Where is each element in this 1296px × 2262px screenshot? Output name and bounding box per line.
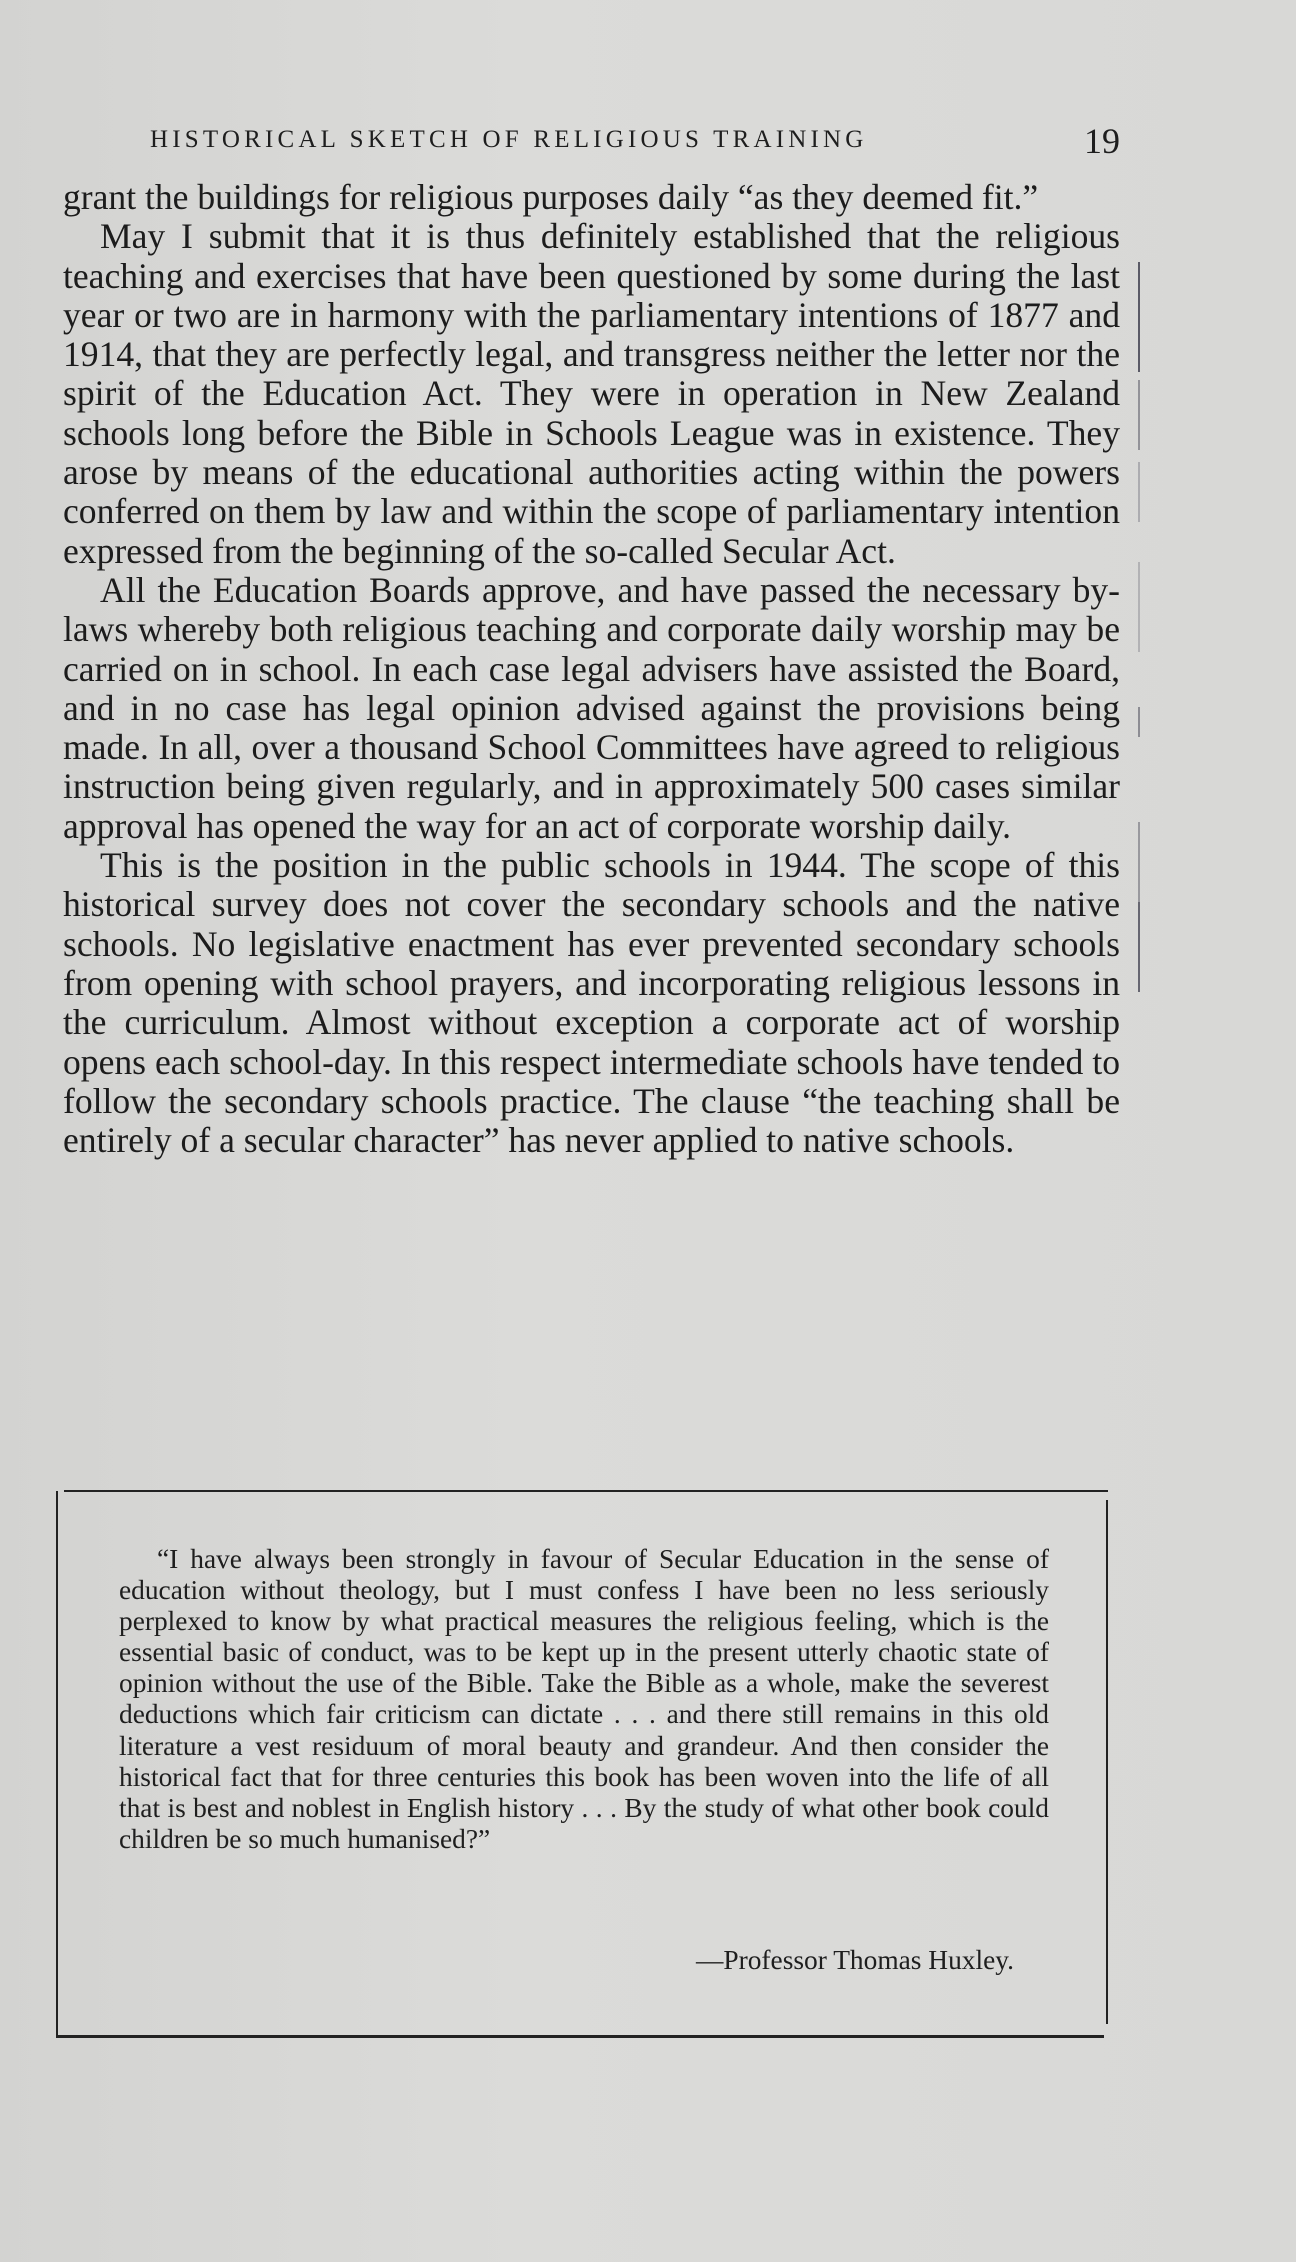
quote-box-left-rule <box>56 1491 58 2037</box>
paragraph-position-1944: This is the position in the public schools in 1944. The scope of this historical survey does not cover the secondary schools and the native schools. No legislative enactment has ever prevented secondary schools from opening with school prayers, and incorporating religious lessons in the curriculum. Almost without exception a corporate act of worship opens each school-day. In this respect intermediate schools have tended to follow the secondary schools practice. The clause “the teaching shall be entirely of a secular character” has never applied to native schools. <box>63 845 1120 1161</box>
quote-box-right-rule <box>1106 1500 1108 2024</box>
paragraph-continuation: grant the buildings for religious purposes daily “as they deemed fit.” <box>63 177 1039 217</box>
quote-attribution: —Professor Thomas Huxley. <box>695 1945 1014 1975</box>
running-title: HISTORICAL SKETCH OF RELIGIOUS TRAINING <box>150 126 868 153</box>
quote-box <box>56 1490 1108 2038</box>
paragraph-legality: May I submit that it is thus definitely established that the religious teaching and exercises that have been questioned by some during the last year or two are in harmony with the parliamentary intentions of 1877 and 1914, that they are perfectly legal, and transgress neither the letter nor the spirit of the Education Act. They were in operation in New Zealand schools long before the Bible in Schools League was in existence. They arose by means of the educational authorities acting within the powers conferred on them by law and within the scope of parliamentary intention expressed from the beginning of the so-called Secular Act. <box>63 216 1120 571</box>
page-number: 19 <box>1084 121 1120 161</box>
paragraph-education-boards: All the Education Boards approve, and have passed the necessary by-laws whereby both religious teaching and corporate daily worship may be carried on in school. In each case legal advisers have assisted the Board, and in no case has legal opinion advised against the provisions being made. In all, over a thousand School Committees have agreed to religious instruction being given regularly, and in approximately 500 cases similar approval has opened the way for an act of corporate worship daily. <box>63 569 1120 846</box>
margin-pencil-marks <box>1138 262 1154 1002</box>
huxley-quote <box>119 1544 1049 1855</box>
running-head <box>150 122 1120 162</box>
quote-box-bottom-rule <box>56 2035 1104 2038</box>
quote-paragraph: “I have always been strongly in favour of Secular Education in the sense of education without theology, but I must confess I have been no less seriously perplexed to know by what practical measures the religious feeling, which is the essential basic of conduct, was to be kept up in the present utterly chaotic state of opinion without the use of the Bible. Take the Bible as a whole, make the severest deductions which fair criticism can dictate . . . and there still remains in this old literature a vest residuum of moral beauty and grandeur. And then consider the historical fact that for three centuries this book has been woven into the life of all that is best and noblest in English history . . . By the study of what other book could children be so much humanised?” <box>119 1544 1049 1854</box>
quote-box-top-rule <box>64 1490 1108 1492</box>
body-text <box>63 178 1120 1160</box>
